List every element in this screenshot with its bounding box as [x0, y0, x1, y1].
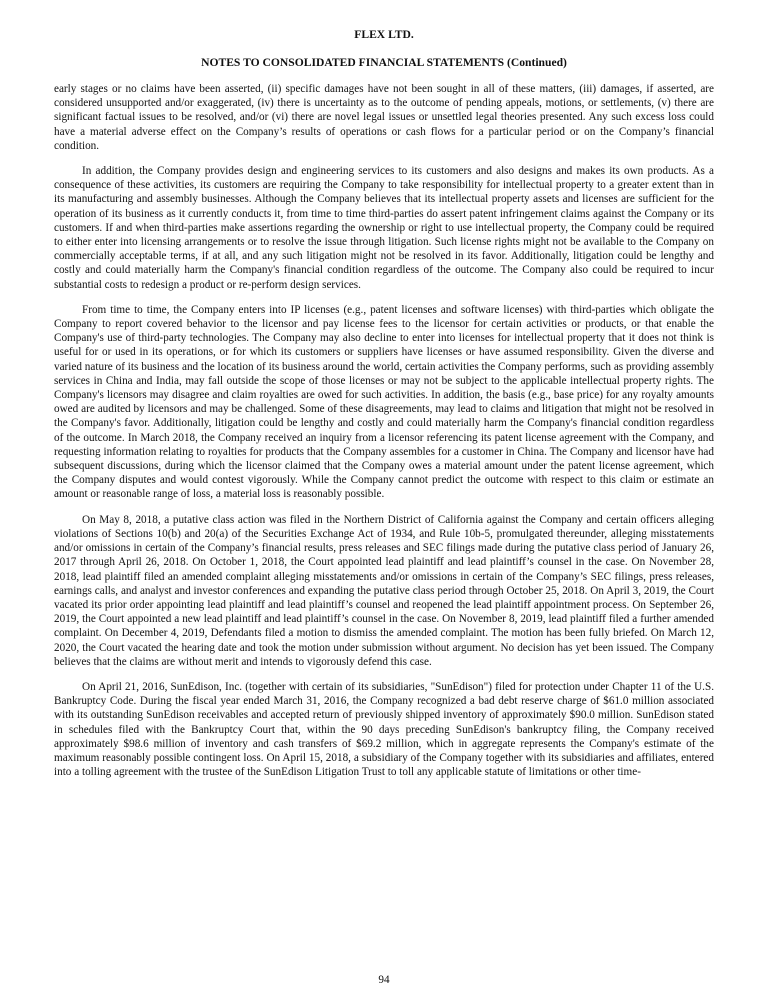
paragraph-2: In addition, the Company provides design and engineering services to its customers and also designs and makes its own products. As a consequence of these activities, its customers are requiring the Company to take responsibility for intellectual property to a greater extent than in its manufacturing and assembly businesses. Although the Company believes that its intellectual property assets and licenses are sufficient for the operation of its business as it currently conducts it, from time to time third-parties do assert patent infringement claims against the Company or its customers. If and when third-parties make assertions regarding the ownership or right to use intellectual property, the Company could be required to either enter into licensing arrangements or to resolve the issue through litigation. Such license rights might not be available to the Company on commercially acceptable terms, if at all, and any such litigation might not be resolved in its favor. Additionally, litigation could be lengthy and costly and could materially harm the Company's financial condition regardless of the outcome. The Company also could be required to incur substantial costs to redesign a product or re-perform design services. [54, 165, 714, 291]
company-name: FLEX LTD. [354, 28, 414, 41]
page-title: NOTES TO CONSOLIDATED FINANCIAL STATEMENTS (Continued) [201, 56, 567, 69]
document-page [54, 24, 714, 790]
page-number: 94 [378, 974, 390, 986]
paragraph-1: early stages or no claims have been asserted, (ii) specific damages have not been sought in all of these matters, (iii) damages, if asserted, are considered unsupported and/or exaggerated, (iv) there is uncertainty as to the outcome of pending appeals, motions, or settlements, (v) there are significant factual issues to be resolved, and/or (vi) there are novel legal issues or unsettled legal theories presented. Any such excess loss could have a material adverse effect on the Company’s results of operations or cash flows for a particular period or on the Company’s financial condition. [54, 83, 714, 152]
paragraph-4: On May 8, 2018, a putative class action was filed in the Northern District of California against the Company and certain officers alleging violations of Sections 10(b) and 20(a) of the Securities Exchange Act of 1934, and Rule 10b-5, promulgated thereunder, alleging misstatements and/or omissions in certain of the Company’s financial results, press releases and SEC filings made during the putative class period of January 26, 2017 through April 26, 2018. On October 1, 2018, the Court appointed lead plaintiff and lead plaintiff’s counsel in the case. On November 28, 2018, lead plaintiff filed an amended complaint alleging misstatements and/or omissions in certain of the Company’s SEC filings, press releases, earnings calls, and analyst and investor conferences and expanding the putative class period through October 25, 2018. On April 3, 2019, the Court vacated its prior order appointing lead plaintiff and lead plaintiff’s counsel and reopened the lead plaintiff appointment process. On September 26, 2019, the Court appointed a new lead plaintiff and lead plaintiff’s counsel in the case. On November 8, 2019, lead plaintiff filed a further amended complaint. On December 4, 2019, Defendants filed a motion to dismiss the amended complaint. The motion has been fully briefed. On March 12, 2020, the Court vacated the hearing date and took the motion under submission without argument. No decision has yet been issued. The Company believes that the claims are without merit and intends to vigorously defend this case. [54, 513, 714, 668]
paragraph-3: From time to time, the Company enters into IP licenses (e.g., patent licenses and software licenses) with third-parties which obligate the Company to report covered behavior to the licensor and pay license fees to the licensor for certain activities or products, or that enable the Company's use of third-party technologies. The Company may also decline to enter into licenses for intellectual property that it does not think is useful for or used in its operations, or for which its customers or suppliers have licenses or have assumed responsibility. Given the diverse and varied nature of its business and the location of its business around the world, certain activities the Company performs, such as providing assembly services in China and India, may fall outside the scope of those licenses or may not be subject to the applicable intellectual property rights. The Company's licensors may disagree and claim royalties are owed for such activities. In addition, the basis (e.g., base price) for any royalty amounts owed are audited by licensors and may be challenged. Some of these disagreements, may lead to claims and litigation that might not be resolved in the Company's favor. Additionally, litigation could be lengthy and costly and could materially harm the Company's financial condition regardless of the outcome. In March 2018, the Company received an inquiry from a licensor referencing its patent license agreement with the Company, and requesting information relating to royalties for products that the Company assembles for a customer in China. The Company and licensor have had subsequent discussions, during which the licensor claimed that the Company owes a material amount under the patent license agreement, which the Company disputes and would contest vigorously. While the Company cannot predict the outcome with respect to this claim or estimate an amount or reasonable range of loss, a material loss is reasonably possible. [54, 303, 714, 501]
paragraph-5: On April 21, 2016, SunEdison, Inc. (together with certain of its subsidiaries, "SunEdison") filed for protection under Chapter 11 of the U.S. Bankruptcy Code. During the fiscal year ended March 31, 2016, the Company recognized a bad debt reserve charge of $61.0 million associated with its outstanding SunEdison receivables and accepted return of previously shipped inventory of approximately $90.0 million. SunEdison stated in schedules filed with the Bankruptcy Court that, within the 90 days preceding SunEdison's bankruptcy filing, the Company received approximately $98.6 million of inventory and cash transfers of $69.2 million, which in aggregate represents the Company's estimate of the maximum reasonably possible contingent loss. On April 15, 2018, a subsidiary of the Company together with its subsidiaries and affiliates, entered into a tolling agreement with the trustee of the SunEdison Litigation Trust to toll any applicable statute of limitations or other time- [54, 680, 714, 779]
